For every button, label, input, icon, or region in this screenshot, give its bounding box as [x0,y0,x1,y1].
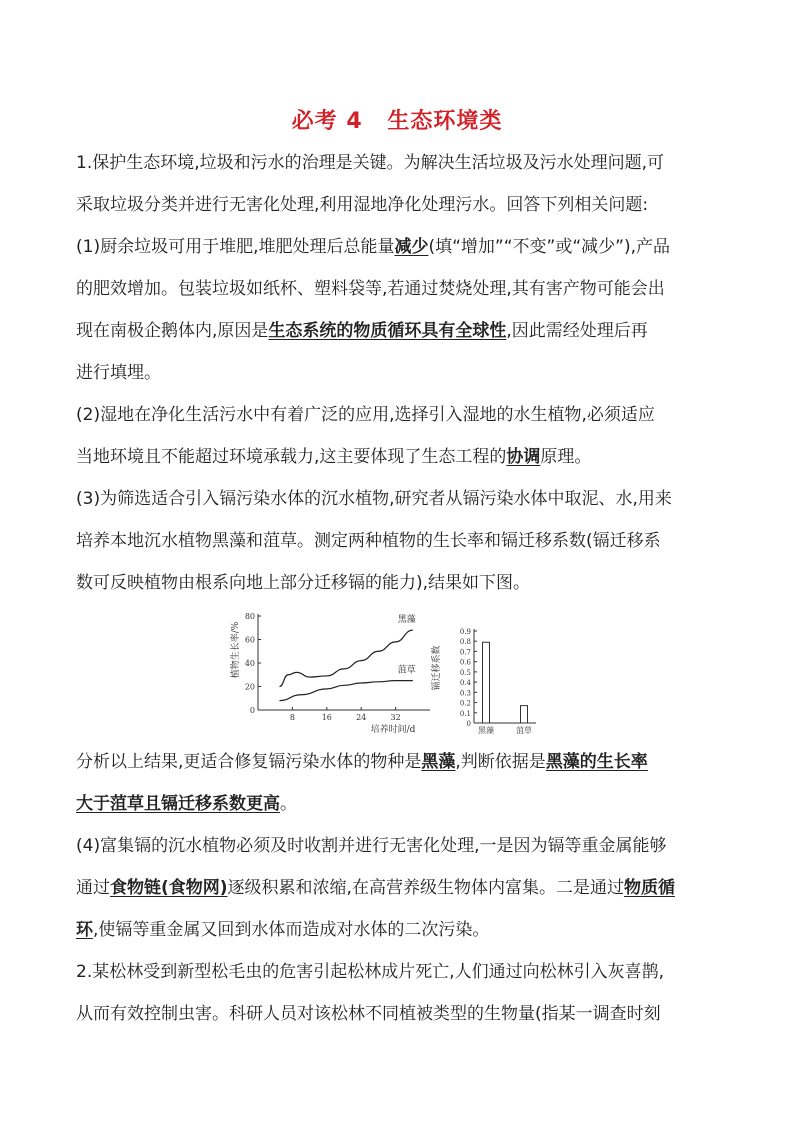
x-tick-label: 32 [390,713,401,722]
text: 逐级积累和浓缩,在高营养级生物体内富集。二是通过 [227,878,624,898]
question-continuation-block [76,741,718,1035]
cadmium-transfer-bar-chart [430,628,536,735]
page-title [0,104,794,135]
bar-2 [521,706,528,723]
answer-black-algae: 黑藻 [421,752,456,772]
y-tick-label: 80 [244,612,255,621]
y-tick-label: 20 [244,682,255,692]
y-tick-label: 0.7 [459,648,471,657]
line-chart-ylabel: 植物生长率/% [231,621,241,679]
answer-global-cycle: 生态系统的物质循环具有全球性 [268,321,507,341]
question-1-block [76,142,718,604]
y-tick-label: 0 [466,720,471,728]
answer-reason-part2: 大于菹草且镉迁移系数更高 [76,794,280,814]
text: ,判断依据是 [455,752,546,772]
q1-part1-line2: 的肥效增加。包装垃圾如纸杯、塑料袋等,若通过焚烧处理,其有害产物可能会出 [76,279,665,299]
answer-coordination: 协调 [506,447,541,467]
series-line-2 [280,681,413,701]
text: 分析以上结果,更适合修复镉污染水体的物种是 [76,752,422,772]
text: 现在南极企鹅体内,原因是 [76,321,269,341]
text: 通过 [76,878,110,898]
answer-material-cycle-part1: 物质循 [623,878,675,898]
series-label-1: 黑藻 [397,614,416,625]
q1-part3-line1: (3)为筛选适合引入镉污染水体的沉水植物,研究者从镉污染水体中取泥、水,用来 [76,489,672,509]
bar-1 [483,642,490,723]
q1-stem-line2: 采取垃圾分类并进行无害化处理,利用湿地净化处理污水。回答下列相关问题: [76,195,649,215]
answer-food-chain: 食物链(食物网) [110,878,228,898]
y-tick-label: 0.9 [459,628,471,636]
q1-part1-line1 [76,226,718,268]
growth-rate-line-chart [229,612,430,735]
x-tick-label: 24 [356,713,367,722]
results-figure [228,606,568,744]
x-tick-label: 8 [289,713,295,722]
q2-line2: 从而有效控制虫害。科研人员对该松林不同植被类型的生物量(指某一调查时刻 [76,1004,661,1024]
title-part2: 生态环境类 [387,109,503,134]
q1-part4-line3 [76,909,718,951]
analysis-line1 [76,741,718,783]
x-tick-label: 16 [321,713,332,722]
text: ,使镉等重金属又回到水体而造成对水体的二次污染。 [93,920,490,940]
q1-part1-line3 [76,310,718,352]
y-tick-label: 0.1 [459,709,471,718]
y-tick-label: 0 [249,706,255,715]
text: 当地环境且不能超过环境承载力,这主要体现了生态工程的 [76,447,507,467]
series-line-1 [280,630,413,686]
text: 原理。 [540,447,592,467]
q1-part1-line4: 进行填埋。 [76,363,161,383]
line-chart-xlabel: 培养时间/d [370,725,416,735]
answer-reason-part1: 黑藻的生长率 [545,752,648,772]
text: (1)厨余垃圾可用于堆肥,堆肥处理后总能量 [76,237,395,257]
series-label-2: 菹草 [397,665,416,676]
q2-line1: 2.某松林受到新型松毛虫的危害引起松林成片死亡,人们通过向松林引入灰喜鹊, [76,962,665,982]
y-tick-label: 0.4 [459,679,471,688]
analysis-line2 [76,783,718,825]
y-tick-label: 0.3 [459,689,471,698]
q1-stem-line1: 1.保护生态环境,垃圾和污水的治理是关键。为解决生活垃圾及污水处理问题,可 [76,153,665,173]
text: (填“增加”“不变”或“减少”),产品 [428,237,670,257]
text: ,因此需经处理后再 [506,321,648,341]
bar-category-label: 菹草 [516,726,532,735]
text: 。 [280,794,297,814]
y-tick-label: 40 [244,659,255,668]
q1-part4-line1: (4)富集镉的沉水植物必须及时收割并进行无害化处理,一是因为镉等重金属能够 [76,836,667,856]
y-tick-label: 60 [244,635,255,645]
q1-part3-line3: 数可反映植物由根系向地上部分迁移镉的能力),结果如下图。 [76,573,531,593]
answer-decrease: 减少 [394,237,429,257]
q1-part2-line1: (2)湿地在净化生活污水中有着广泛的应用,选择引入湿地的水生植物,必须适应 [76,405,655,425]
bar-chart-ylabel: 镉迁移系数 [432,645,442,691]
y-tick-label: 0.2 [459,699,471,708]
bar-category-label: 黑藻 [478,726,494,735]
q1-part3-line2: 培养本地沉水植物黑藻和菹草。测定两种植物的生长率和镉迁移系数(镉迁移系 [76,531,661,551]
y-tick-label: 0.8 [459,638,471,647]
answer-material-cycle-part2: 环 [76,920,93,940]
title-part1: 必考 4 [291,109,363,134]
q1-part4-line2 [76,867,718,909]
y-tick-label: 0.5 [459,668,471,677]
q1-part2-line2 [76,436,718,478]
y-tick-label: 0.6 [459,658,471,667]
